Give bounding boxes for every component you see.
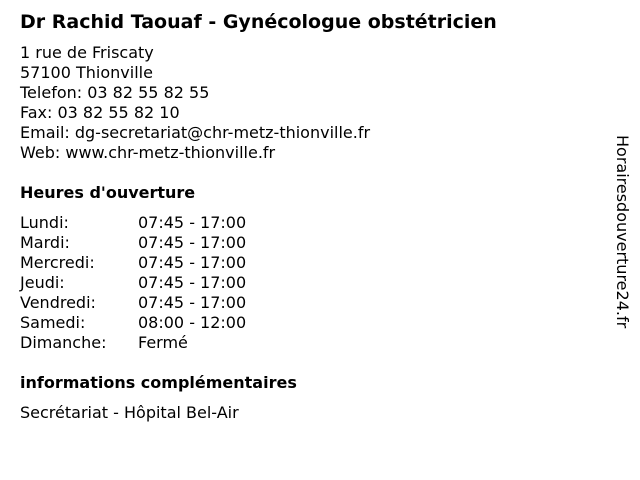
- day-label: Jeudi:: [20, 273, 65, 292]
- contact-block: [20, 43, 370, 163]
- email-line: Email: dg-secretariat@chr-metz-thionville.fr: [20, 123, 371, 142]
- time-range: 07:45 - 17:00: [138, 233, 247, 252]
- day-label: Dimanche:: [20, 333, 107, 352]
- page-title: Dr Rachid Taouaf - Gynécologue obstétricien: [20, 11, 497, 33]
- day-label: Lundi:: [20, 213, 69, 232]
- address-street: 1 rue de Friscaty: [20, 43, 154, 62]
- address-city: 57100 Thionville: [20, 63, 153, 82]
- day-label: Samedi:: [20, 313, 86, 332]
- opening-hours-heading: Heures d'ouverture: [20, 183, 196, 202]
- additional-info-text: Secrétariat - Hôpital Bel-Air: [20, 403, 239, 422]
- phone-line: Telefon: 03 82 55 82 55: [20, 83, 210, 102]
- time-range: 08:00 - 12:00: [138, 313, 247, 332]
- web-line: Web: www.chr-metz-thionville.fr: [20, 143, 276, 162]
- time-range: 07:45 - 17:00: [138, 293, 247, 312]
- day-label: Vendredi:: [20, 293, 96, 312]
- time-range: Fermé: [138, 333, 188, 352]
- time-range: 07:45 - 17:00: [138, 273, 247, 292]
- time-range: 07:45 - 17:00: [138, 253, 247, 272]
- time-range: 07:45 - 17:00: [138, 213, 247, 232]
- additional-info-heading: informations complémentaires: [20, 373, 297, 392]
- day-label: Mardi:: [20, 233, 70, 252]
- day-label: Mercredi:: [20, 253, 95, 272]
- site-watermark: Horairesdouverture24.fr: [613, 135, 632, 329]
- fax-line: Fax: 03 82 55 82 10: [20, 103, 180, 122]
